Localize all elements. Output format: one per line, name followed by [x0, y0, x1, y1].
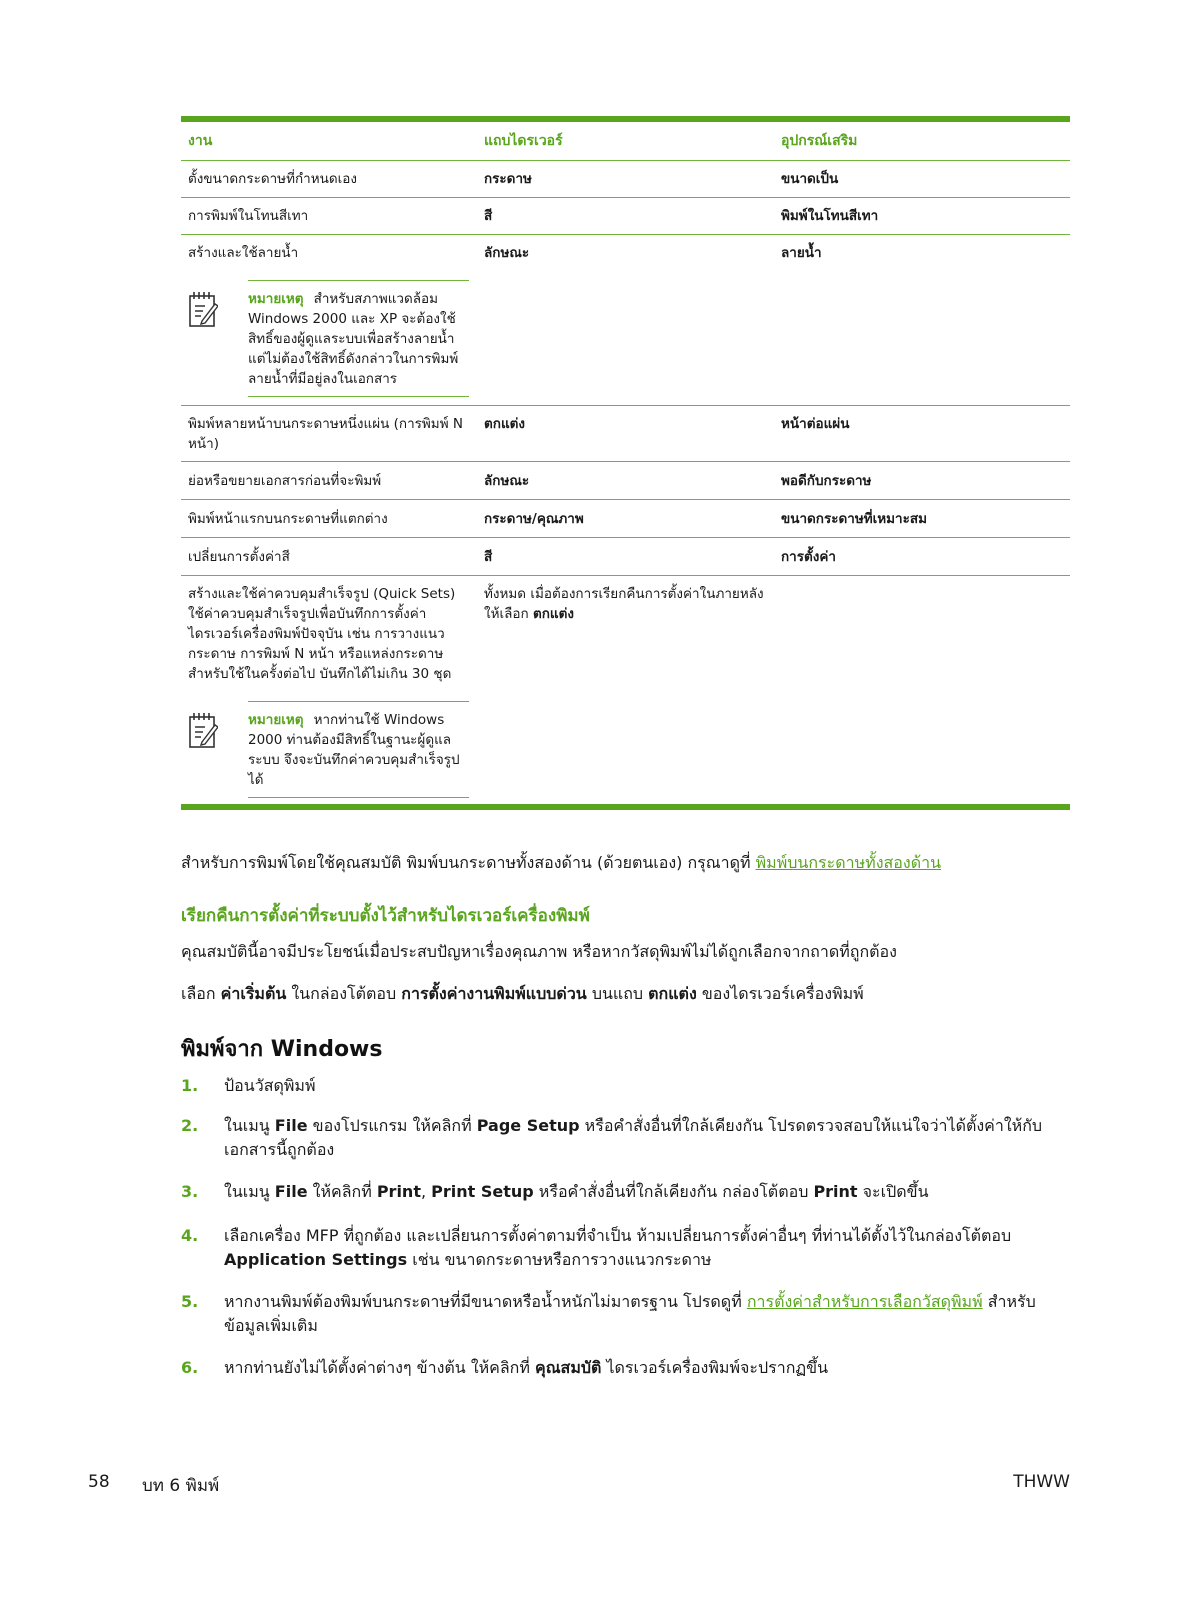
tab-cell: สี	[484, 548, 493, 565]
tab-cell-text: ทั้งหมด เมื่อต้องการเรียกคืนการตั้งค่าในภายหลัง ให้เลือก	[484, 586, 764, 622]
note-box	[188, 701, 469, 798]
table-header-row	[181, 122, 1070, 161]
step-number: 3.	[181, 1182, 199, 1201]
step-text: หากงานพิมพ์ต้องพิมพ์บนกระดาษที่มีขนาดหรือน้ำหนักไม่มาตรฐาน โปรดดูที่ การตั้งค่าสำหรับการเลือกวัสดุพิมพ์ สำหรับข้อมูลเพิ่มเติม	[224, 1292, 1036, 1335]
duplex-text: สำหรับการพิมพ์โดยใช้คุณสมบัติ พิมพ์บนกระดาษทั้งสองด้าน (ด้วยตนเอง) กรุณาดูที่	[181, 853, 756, 872]
windows-heading: พิมพ์จาก Windows	[181, 1037, 383, 1062]
step-item	[181, 1224, 1076, 1272]
header-option: อุปกรณ์เสริม	[781, 133, 858, 149]
task-cell: พิมพ์หลายหน้าบนกระดาษหนึ่งแผ่น (การพิมพ์ N หน้า)	[188, 416, 463, 452]
note-text: หากท่านใช้ Windows 2000 ท่านต้องมีสิทธิ์ในฐานะผู้ดูแลระบบ จึงจะบันทึกค่าควบคุมสำเร็จรูปได้	[248, 712, 460, 788]
table-bottom-rule	[181, 804, 1070, 810]
option-cell: พอดีกับกระดาษ	[781, 472, 872, 489]
restore-paragraph-2: เลือก ค่าเริ่มต้น ในกล่องโต้ตอบ การตั้งค่างานพิมพ์แบบด่วน บนแถบ ตกแต่ง ของไดรเวอร์เครื่องพิมพ์	[181, 984, 864, 1003]
table-row	[181, 462, 1070, 500]
step-text: เลือกเครื่อง MFP ที่ถูกต้อง และเปลี่ยนการตั้งค่าตามที่จำเป็น ห้ามเปลี่ยนการตั้งค่าอื่นๆ ที่ท่านได้ตั้งไว้ในกล่องโต้ตอบ Application Settings เช่น ขนาดกระดาษหรือการวางแนวกระดาษ	[224, 1226, 1012, 1269]
option-cell: ขนาดกระดาษที่เหมาะสม	[781, 510, 928, 527]
task-cell: ย่อหรือขยายเอกสารก่อนที่จะพิมพ์	[188, 472, 382, 489]
step-item	[181, 1114, 1076, 1162]
option-cell: หน้าต่อแผ่น	[781, 416, 850, 432]
option-cell: ขนาดเป็น	[781, 171, 839, 187]
option-cell: พิมพ์ในโทนสีเทา	[781, 208, 879, 224]
duplex-paragraph	[181, 851, 1076, 875]
page-number: 58	[88, 1472, 110, 1492]
steps-list	[181, 1074, 1076, 1380]
table-row	[181, 198, 1070, 235]
step-number: 5.	[181, 1292, 199, 1311]
restore-paragraph-1: คุณสมบัตินี้อาจมีประโยชน์เมื่อประสบปัญหาเรื่องคุณภาพ หรือหากวัสดุพิมพ์ไม่ได้ถูกเลือกจากถาดที่ถูกต้อง	[181, 942, 897, 961]
tab-cell: ลักษณะ	[484, 472, 530, 489]
step-text: หากท่านยังไม่ได้ตั้งค่าต่างๆ ข้างต้น ให้คลิกที่ คุณสมบัติ ไดรเวอร์เครื่องพิมพ์จะปรากฏขึ้น	[224, 1358, 829, 1377]
step-link[interactable]: การตั้งค่าสำหรับการเลือกวัสดุพิมพ์	[746, 1292, 983, 1311]
note-box	[188, 280, 469, 397]
task-cell: เปลี่ยนการตั้งค่าสี	[188, 548, 290, 565]
step-number: 1.	[181, 1076, 199, 1095]
note-label: หมายเหตุ	[248, 291, 304, 307]
default-label: ค่าเริ่มต้น	[220, 984, 287, 1003]
tab-cell: กระดาษ	[484, 171, 532, 187]
option-cell: ลายน้ำ	[781, 245, 822, 261]
step-text: ในเมนู File ของโปรแกรม ให้คลิกที่ Page Setup หรือคำสั่งอื่นที่ใกล้เคียงกัน โปรดตรวจสอบให้แน่ใจว่าได้ตั้งค่าให้กับเอกสารนี้ถูกต้อง	[224, 1116, 1043, 1159]
note-text: สำหรับสภาพแวดล้อม Windows 2000 และ XP จะต้องใช้สิทธิ์ของผู้ดูแลระบบเพื่อสร้างลายน้ำ แต่ไม่ต้องใช้สิทธิ์ดังกล่าวในการพิมพ์ลายน้ำที่มีอยู่ลงในเอกสาร	[248, 291, 459, 387]
finishing-tab-label: ตกแต่ง	[648, 984, 697, 1003]
step-text: ป้อนวัสดุพิมพ์	[224, 1076, 316, 1095]
table-row	[181, 576, 1070, 804]
task-cell: การพิมพ์ในโทนสีเทา	[188, 208, 309, 224]
option-cell: การตั้งค่า	[781, 548, 836, 565]
tab-cell: ลักษณะ	[484, 245, 530, 261]
restore-heading: เรียกคืนการตั้งค่าที่ระบบตั้งไว้สำหรับไดรเวอร์เครื่องพิมพ์	[181, 906, 590, 926]
step-number: 2.	[181, 1116, 199, 1135]
table-row	[181, 161, 1070, 198]
header-task: งาน	[188, 133, 213, 149]
tab-cell-bold: ตกแต่ง	[532, 606, 574, 622]
tab-cell: กระดาษ/คุณภาพ	[484, 510, 584, 527]
step-item	[181, 1180, 1076, 1204]
step-text: ในเมนู File ให้คลิกที่ Print, Print Setup หรือคำสั่งอื่นที่ใกล้เคียงกัน กล่องโต้ตอบ Print จะเปิดขึ้น	[224, 1182, 929, 1201]
task-cell: สร้างและใช้ลายน้ำ	[188, 245, 299, 261]
settings-table	[181, 116, 1070, 810]
step-item	[181, 1356, 1076, 1380]
tab-cell: ตกแต่ง	[484, 416, 526, 432]
table-row	[181, 235, 1070, 406]
task-cell: พิมพ์หน้าแรกบนกระดาษที่แตกต่าง	[188, 510, 388, 527]
table-row	[181, 406, 1070, 462]
footer-right: THWW	[1013, 1472, 1070, 1492]
step-number: 4.	[181, 1226, 199, 1245]
page-footer	[88, 1472, 1070, 1499]
quick-sets-label: การตั้งค่างานพิมพ์แบบด่วน	[401, 984, 587, 1003]
tab-cell	[477, 576, 774, 804]
table-row	[181, 500, 1070, 538]
chapter-label: บท 6 พิมพ์	[142, 1476, 220, 1496]
duplex-link[interactable]: พิมพ์บนกระดาษทั้งสองด้าน	[755, 853, 942, 872]
step-number: 6.	[181, 1358, 199, 1377]
task-cell: สร้างและใช้ค่าควบคุมสำเร็จรูป (Quick Sets) ใช้ค่าควบคุมสำเร็จรูปเพื่อบันทึกการตั้งค่าไดรเวอร์เครื่องพิมพ์ปัจจุบัน เช่น การวางแนวกระดาษ การพิมพ์ N หน้า หรือแหล่งกระดาษ สำหรับใช้ในครั้งต่อไป บันทึกได้ไม่เกิน 30 ชุด	[188, 586, 456, 682]
table-row	[181, 538, 1070, 576]
note-icon	[188, 280, 248, 397]
step-item	[181, 1074, 1076, 1098]
tab-cell: สี	[484, 208, 493, 224]
option-cell	[774, 576, 1070, 804]
task-cell: ตั้งขนาดกระดาษที่กำหนดเอง	[188, 171, 357, 187]
step-item	[181, 1290, 1076, 1338]
header-tab: แถบไดรเวอร์	[484, 133, 563, 149]
note-icon	[188, 701, 248, 798]
note-label: หมายเหตุ	[248, 712, 304, 728]
